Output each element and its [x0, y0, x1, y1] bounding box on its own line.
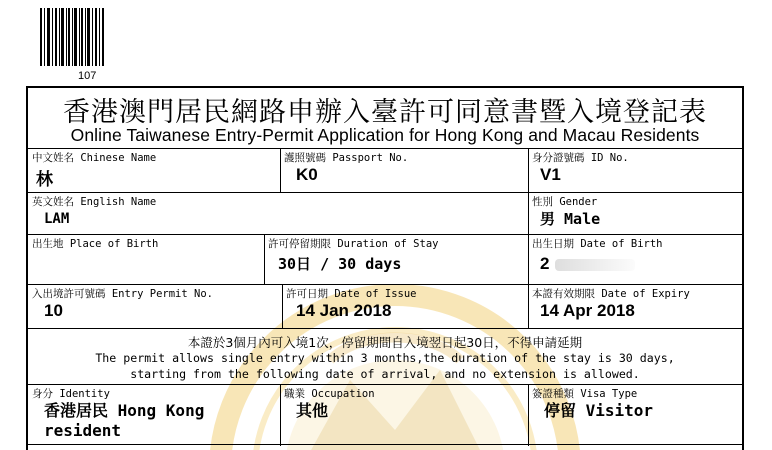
place-of-birth-label: 出生地 Place of Birth [32, 238, 159, 250]
date-of-expiry-field [532, 286, 690, 321]
date-of-birth-label: 出生日期 Date of Birth [532, 238, 663, 250]
id-no-label: 身分證號碼 ID No. [532, 152, 629, 164]
divider [28, 328, 742, 329]
barcode-number: 107 [78, 70, 97, 82]
notice-chinese: 本證於3個月內可入境1次，停留期間自入境翌日起30日，不得申請延期 [187, 335, 583, 350]
identity-label: 身分 Identity [32, 388, 110, 400]
occupation-label: 職業 Occupation [284, 388, 375, 400]
divider [528, 384, 529, 446]
notice-english-line1: The permit allows single entry within 3 months,the duration of the stay is 30 days, [95, 351, 675, 365]
form-title-english: Online Taiwanese Entry-Permit Application for Hong Kong and Macau Residents [70, 125, 700, 145]
form-title-chinese: 香港澳門居民網路申辦入臺許可同意書暨入境登記表 [63, 97, 707, 128]
passport-no-label: 護照號碼 Passport No. [284, 152, 409, 164]
entry-permit-no-field [32, 286, 213, 321]
divider [528, 148, 529, 234]
chinese-name-field [32, 150, 156, 190]
identity-value-line1: 香港居民 Hong Kong [44, 401, 205, 420]
redacted-area [555, 259, 635, 271]
divider [28, 384, 742, 385]
chinese-name-value: 林 [36, 170, 53, 190]
passport-no-value: K0 [296, 165, 318, 184]
english-name-value: LAM [44, 211, 70, 227]
occupation-value: 其他 [296, 401, 329, 420]
divider [28, 284, 742, 285]
occupation-field [284, 386, 375, 421]
date-of-birth-field [532, 236, 663, 274]
english-name-field [32, 194, 156, 229]
gender-value: 男 Male [540, 210, 601, 228]
entry-permit-no-value: 10 [44, 301, 63, 320]
application-form [26, 86, 744, 450]
date-of-issue-field [286, 286, 417, 321]
duration-of-stay-field [268, 236, 438, 274]
visa-type-value: 停留 Visitor [544, 401, 654, 420]
divider [28, 148, 742, 149]
identity-field [32, 386, 204, 441]
divider [280, 384, 281, 446]
english-name-label: 英文姓名 English Name [32, 196, 157, 208]
id-no-field [532, 150, 629, 185]
divider [28, 444, 742, 445]
notice-english-line2: starting from the following date of arrival, and no extension is allowed. [130, 367, 640, 381]
chinese-name-label: 中文姓名 Chinese Name [32, 152, 157, 164]
duration-of-stay-value: 30日 / 30 days [278, 255, 402, 273]
divider [282, 284, 283, 328]
entry-permit-no-label: 入出境許可號碼 Entry Permit No. [32, 288, 213, 300]
gender-label: 性別 Gender [532, 196, 598, 208]
visa-type-label: 簽證種類 Visa Type [532, 388, 638, 400]
place-of-birth-field [32, 236, 158, 251]
date-of-expiry-label: 本證有效期限 Date of Expiry [532, 288, 690, 300]
date-of-birth-value: 2 [540, 254, 550, 273]
identity-value-line2: resident [44, 421, 122, 440]
divider [264, 234, 265, 284]
duration-of-stay-label: 許可停留期限 Duration of Stay [268, 238, 439, 250]
passport-no-field [284, 150, 408, 185]
notice-english [28, 350, 742, 382]
visa-type-field [532, 386, 653, 421]
id-no-value: V1 [540, 165, 561, 184]
date-of-expiry-value: 14 Apr 2018 [540, 301, 635, 320]
divider [28, 234, 742, 235]
divider [528, 234, 529, 328]
gender-field [532, 194, 600, 229]
date-of-issue-value: 14 Jan 2018 [296, 301, 392, 320]
date-of-issue-label: 許可日期 Date of Issue [286, 288, 417, 300]
barcode [40, 8, 104, 66]
divider [28, 192, 742, 193]
divider [280, 148, 281, 192]
